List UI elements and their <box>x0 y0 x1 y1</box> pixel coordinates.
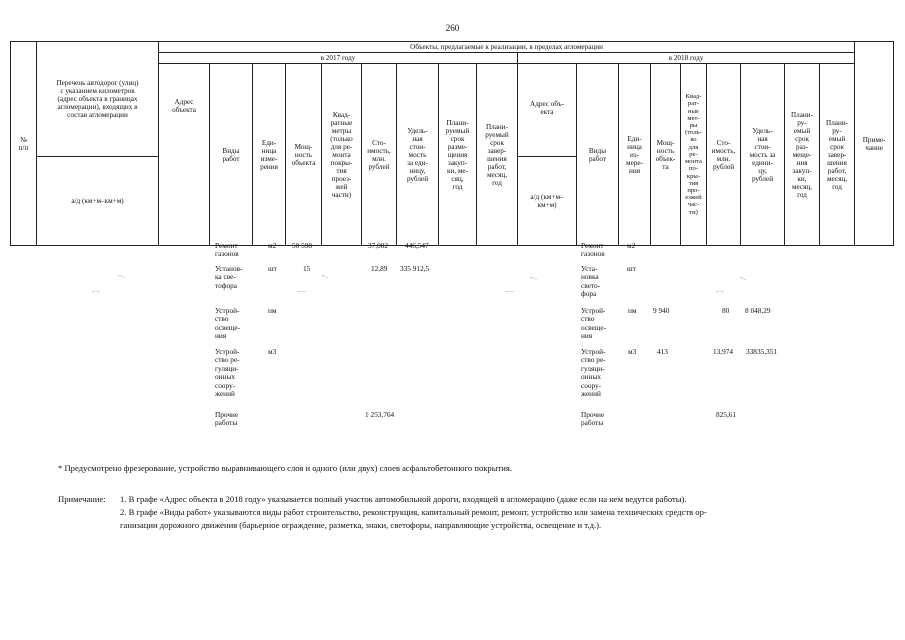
col-cost-2017: Сто- имость, млн. рублей <box>362 64 397 246</box>
row-works-2018: Устрой- ство освеще- ния <box>581 306 606 341</box>
scan-mark: – – <box>92 289 100 295</box>
col-capacity-2018: Мощ- ность объек- та <box>651 64 681 246</box>
note-label: Примечание: <box>58 494 106 504</box>
scan-mark: – – <box>298 289 306 295</box>
row-unitcost-2018: 33835,351 <box>746 347 778 356</box>
row-unitcost-2018: 8 048,29 <box>745 306 771 315</box>
row-capacity-2018: 413 <box>657 347 668 356</box>
col-remarks-header: Приме- чание <box>855 42 894 246</box>
col-address-2018-km: а/д (км+м– км+м) <box>518 157 577 246</box>
scan-mark: – – <box>506 289 514 295</box>
row-works-2017: Устрой- ство ре- гуляци- онных соору- жений <box>215 347 240 399</box>
col-road-list-header: Перечень автодорог (улиц) с указанием километров (адрес объекта в границах агломерации), входящих в состав агломерации <box>37 42 159 157</box>
row-capacity-2017: 50 598 <box>292 241 313 250</box>
scan-mark: ~.. <box>740 276 747 282</box>
row-unit-2018: пм <box>628 306 637 315</box>
page-number: 260 <box>445 23 460 33</box>
col-sqm-2018: Квад- рат- ные мет- ры (толь- ко для ре- монта по- кры- тия про- езжей час- ти) <box>681 64 707 246</box>
col-capacity-2017: Мощ- ность объекта <box>286 64 322 246</box>
row-works-2018: Прочие работы <box>581 410 605 428</box>
col-works-2017: Виды работ <box>210 64 253 246</box>
col-address-2018: Адрес объ- екта <box>518 64 577 157</box>
col-completion-2018: Плани- ру- емый срок завер- шения работ, месяц, год <box>820 64 855 246</box>
row-unit-2018: м3 <box>628 347 637 356</box>
col-address-2017: Адрес объекта <box>159 64 210 246</box>
row-unit-2018: шт <box>627 264 636 273</box>
row-unitcost-2017: 446,547 <box>405 241 429 250</box>
col-completion-2017: Плани- руемый срок завер- шения работ, месяц, год <box>477 64 518 246</box>
scan-mark: – – <box>716 289 724 295</box>
col-no-header: № п/п <box>11 42 37 246</box>
col-unitcost-2018: Удель- ная стои- мость за едини- цу, рублей <box>741 64 785 246</box>
row-cost-2017: 1 253,764 <box>365 410 395 419</box>
col-cost-2018: Сто- имость, млн. рублей <box>707 64 741 246</box>
row-cost-2017: 12,89 <box>371 264 388 273</box>
row-works-2017: Ремонт газонов <box>215 241 239 259</box>
row-cost-2018: 825,61 <box>716 410 737 419</box>
row-unitcost-2017: 335 912,5 <box>400 264 430 273</box>
scan-mark: ~.. <box>322 274 329 280</box>
row-capacity-2017: 15 <box>303 264 311 273</box>
col-works-2018: Виды работ <box>577 64 619 246</box>
group-header: Объекты, предлагаемые к реализации, в пределах агломерации <box>159 42 855 53</box>
col-unit-2017: Еди- ница изме- рения <box>253 64 286 246</box>
row-works-2017: Прочие работы <box>215 410 239 428</box>
col-unit-2018: Еди- ница из- мере- ния <box>619 64 651 246</box>
year-2018-header: в 2018 году <box>518 53 855 64</box>
row-works-2018: Уста- новка свето- фора <box>581 264 601 299</box>
note-1: 1. В графе «Адрес объекта в 2018 году» указывается полный участок автомобильной дороги, входящей в агломерацию (даже если на нем ведутся работы). <box>120 494 687 504</box>
row-unit-2017: м2 <box>268 241 277 250</box>
col-unitcost-2017: Удель- ная стои- мость за еди- ницу, рублей <box>397 64 439 246</box>
row-cost-2018: 13,974 <box>713 347 734 356</box>
row-works-2017: Установ- ка све- тофора <box>215 264 243 290</box>
row-works-2018: Ремонт газонов <box>581 241 605 259</box>
note-2-line-2: ганизации дорожного движения (барьерное ограждение, разметка, знаки, светофоры, направляющие устройства, освещение и т.д.). <box>120 520 602 530</box>
row-cost-2018: 80 <box>722 306 730 315</box>
row-unit-2017: шт <box>268 264 277 273</box>
scan-mark: ~·. <box>530 276 537 282</box>
row-cost-2017: 37,082 <box>368 241 389 250</box>
note-2-line-1: 2. В графе «Виды работ» указываются виды работ строительство, реконструкция, капитальный ремонт, ремонт, устройство или замена технических средств ор- <box>120 507 707 517</box>
row-works-2017: Устрой- ство освеще- ния <box>215 306 240 341</box>
row-unit-2018: м2 <box>627 241 636 250</box>
col-sqm-2017: Квад- ратные метры (только для ре- монта покры- тия проез- жей части) <box>322 64 362 246</box>
col-road-km-header: а/д (км+м–км+м) <box>37 157 159 246</box>
row-capacity-2018: 9 940 <box>653 306 670 315</box>
header-table <box>10 41 894 246</box>
row-unit-2017: пм <box>268 306 277 315</box>
row-unit-2017: м3 <box>268 347 277 356</box>
row-works-2018: Устрой- ство ре- гуляци- онных соору- жений <box>581 347 606 399</box>
col-placement-2018: Плани- ру- емый срок раз- меще- ния закуп- ки, месяц, год <box>785 64 820 246</box>
col-placement-2017: Плани- руемый срок разме- щения закуп- ки, ме- сяц, год <box>439 64 477 246</box>
year-2017-header: в 2017 году <box>159 53 518 64</box>
scan-mark: ~·. <box>118 274 125 280</box>
footnote: * Предусмотрено фрезерование, устройство выравнивающего слоя и одного (или двух) слоев асфальтобетонного покрытия. <box>58 463 512 473</box>
